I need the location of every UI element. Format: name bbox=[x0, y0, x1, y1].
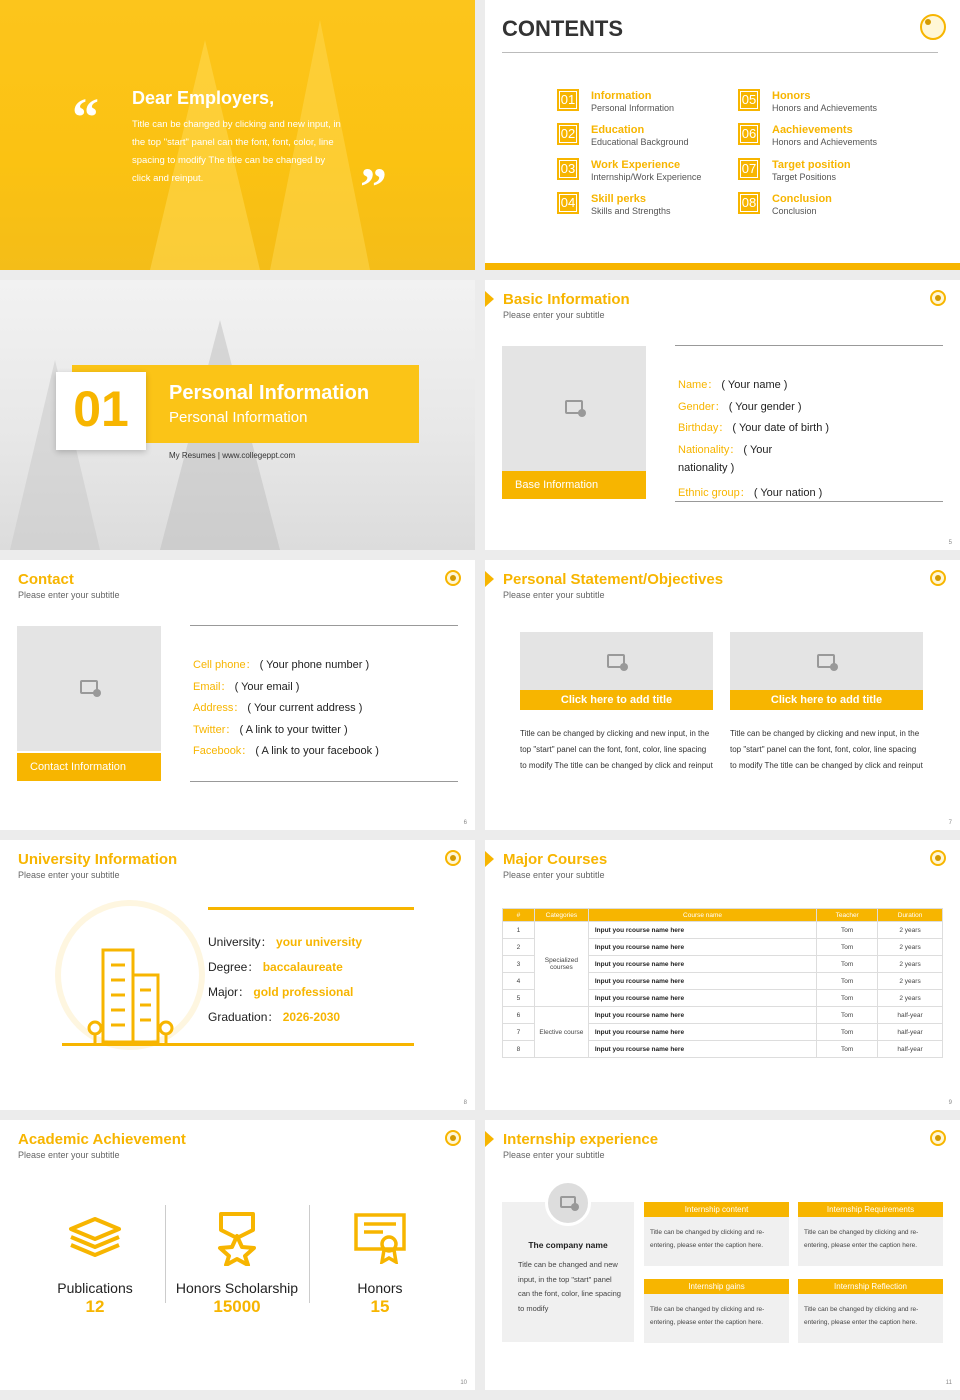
table-header-row bbox=[503, 909, 943, 922]
slide-subtitle: Please enter your subtitle bbox=[18, 870, 120, 880]
table-cell: 8 bbox=[503, 1041, 535, 1058]
divider bbox=[208, 907, 414, 910]
slide-title: Major Courses bbox=[503, 851, 608, 868]
box-text: Title can be changed by clicking and re-entering, please enter the caption here. bbox=[804, 1229, 919, 1249]
slide-contact[interactable] bbox=[0, 560, 475, 830]
info-label: University： bbox=[208, 935, 273, 949]
contents-item-title[interactable]: Skill perks bbox=[591, 193, 647, 205]
info-row bbox=[208, 958, 343, 975]
info-label: Nationality： bbox=[678, 443, 741, 456]
section-footer: My Resumes | www.collegeppt.com bbox=[169, 451, 296, 460]
university-seal-icon bbox=[930, 570, 946, 586]
contents-item-subtitle: Honors and Achievements bbox=[772, 137, 878, 147]
university-seal-icon bbox=[930, 1130, 946, 1146]
info-row bbox=[678, 398, 802, 414]
contents-number: 07 bbox=[738, 158, 760, 180]
university-seal-icon bbox=[930, 850, 946, 866]
table-cell: Input you rcourse name here bbox=[588, 956, 816, 973]
courses-table bbox=[502, 908, 943, 1058]
image-icon bbox=[80, 680, 98, 694]
achievement-value: 15000 bbox=[213, 1297, 261, 1316]
info-value[interactable]: ( Your current address ) bbox=[247, 702, 363, 715]
info-label: Twitter： bbox=[193, 723, 237, 736]
info-value[interactable]: your university bbox=[276, 935, 363, 949]
info-value[interactable]: nationality ) bbox=[678, 462, 735, 475]
box-header: Internship Reflection bbox=[798, 1279, 943, 1294]
card-text: Title can be changed by clicking and new input, in the top "start" panel can the font, font, color, line spacing to modify The title can be changed by click and reinput bbox=[730, 729, 923, 770]
box-header: Internship Requirements bbox=[798, 1202, 943, 1217]
photo-placeholder[interactable] bbox=[502, 346, 646, 471]
image-icon bbox=[560, 1196, 576, 1208]
internship-box bbox=[644, 1202, 789, 1266]
box-header: Internship gains bbox=[644, 1279, 789, 1294]
info-row bbox=[678, 419, 829, 435]
university-seal-icon bbox=[920, 14, 946, 40]
contents-item-subtitle: Educational Background bbox=[591, 137, 689, 147]
contents-item-subtitle: Personal Information bbox=[591, 103, 675, 113]
info-label: Address： bbox=[193, 702, 245, 715]
table-cell: Input you rcourse name here bbox=[588, 1041, 816, 1058]
table-cell: Tom bbox=[817, 939, 878, 956]
table-cell: Tom bbox=[817, 956, 878, 973]
table-cell: Input you rcourse name here bbox=[588, 990, 816, 1007]
image-placeholder[interactable] bbox=[730, 632, 923, 690]
achievement-value: 15 bbox=[370, 1297, 390, 1316]
info-row bbox=[678, 462, 734, 474]
internship-box bbox=[798, 1279, 943, 1343]
photo-caption-bar: Contact Information bbox=[17, 753, 161, 781]
achievement-label: Honors bbox=[357, 1280, 403, 1296]
table-cell: 5 bbox=[503, 990, 535, 1007]
slide-subtitle: Please enter your subtitle bbox=[503, 1150, 605, 1160]
company-text: Title can be changed and new input, in the top "start" panel can the font, color, line spacing to modify bbox=[518, 1260, 621, 1313]
info-value[interactable]: gold professional bbox=[253, 985, 354, 999]
photo-caption-bar: Base Information bbox=[502, 471, 646, 499]
quote-open-icon: “ bbox=[72, 87, 99, 147]
building-icon bbox=[58, 935, 188, 1050]
info-value[interactable]: ( Your nation ) bbox=[753, 487, 823, 499]
contents-item-title[interactable]: Aachievements bbox=[772, 124, 853, 136]
table-cell: Input you rcourse name here bbox=[588, 922, 816, 939]
slide-subtitle: Please enter your subtitle bbox=[18, 590, 120, 600]
university-seal-icon bbox=[445, 850, 461, 866]
slide-basic-information[interactable] bbox=[485, 280, 960, 550]
section-number: 01 bbox=[73, 381, 129, 437]
box-text: Title can be changed by clicking and re-entering, please enter the caption here. bbox=[650, 1306, 765, 1326]
table-cell: 2 bbox=[503, 939, 535, 956]
achievement-value: 12 bbox=[85, 1297, 105, 1316]
card-title-bar[interactable]: Click here to add title bbox=[730, 690, 923, 710]
box-header: Internship content bbox=[644, 1202, 789, 1217]
medal-icon bbox=[215, 1210, 259, 1266]
slide-subtitle: Please enter your subtitle bbox=[503, 870, 605, 880]
table-cell: 6 bbox=[503, 1007, 535, 1024]
info-value[interactable]: ( Your bbox=[743, 443, 773, 456]
slide-cover[interactable] bbox=[0, 0, 475, 270]
table-cell: 3 bbox=[503, 956, 535, 973]
table-cell: Tom bbox=[817, 1007, 878, 1024]
internship-box bbox=[644, 1279, 789, 1343]
university-seal-icon bbox=[445, 570, 461, 586]
info-value[interactable]: ( A link to your facebook ) bbox=[255, 745, 379, 758]
title-arrow-icon bbox=[485, 1131, 494, 1147]
table-cell: Tom bbox=[817, 922, 878, 939]
contents-item-title[interactable]: Work Experience bbox=[591, 159, 681, 171]
contents-number: 01 bbox=[557, 89, 579, 111]
achievement-label: Publications bbox=[57, 1280, 133, 1296]
info-row bbox=[193, 656, 369, 672]
photo-placeholder[interactable] bbox=[17, 626, 161, 751]
section-title: Personal Information bbox=[169, 382, 370, 404]
university-seal-icon bbox=[930, 290, 946, 306]
info-row bbox=[193, 678, 299, 694]
table-row[interactable] bbox=[503, 1007, 943, 1024]
header-cell: # bbox=[503, 909, 535, 922]
table-cell: Elective course bbox=[534, 1007, 588, 1058]
info-row bbox=[208, 983, 353, 1000]
table-cell: Tom bbox=[817, 1041, 878, 1058]
info-value[interactable]: ( Your phone number ) bbox=[259, 659, 370, 671]
table-cell: 4 bbox=[503, 973, 535, 990]
page-number: 5 bbox=[948, 540, 952, 546]
info-value[interactable]: ( Your email ) bbox=[234, 680, 300, 693]
contents-number: 05 bbox=[738, 89, 760, 111]
image-placeholder[interactable] bbox=[520, 632, 713, 690]
table-cell: Input you rcourse name here bbox=[588, 1024, 816, 1041]
slide-subtitle: Please enter your subtitle bbox=[18, 1150, 120, 1160]
table-cell: 2 years bbox=[878, 973, 943, 990]
divider bbox=[190, 781, 458, 782]
table-cell: Specialized courses bbox=[534, 922, 588, 1007]
box-text: Title can be changed by clicking and re-entering, please enter the caption here. bbox=[804, 1306, 919, 1326]
slide-title: University Information bbox=[18, 851, 178, 868]
table-cell: 2 years bbox=[878, 939, 943, 956]
info-label: Cell phone： bbox=[193, 659, 257, 671]
info-label: Email： bbox=[193, 680, 232, 693]
info-label: Major： bbox=[208, 985, 251, 999]
table-cell: Input you rcourse name here bbox=[588, 973, 816, 990]
table-cell: 2 years bbox=[878, 990, 943, 1007]
divider bbox=[502, 52, 938, 53]
page-number: 11 bbox=[945, 1380, 952, 1386]
slide-subtitle: Please enter your subtitle bbox=[503, 590, 605, 600]
info-row bbox=[208, 1008, 340, 1025]
image-icon bbox=[817, 654, 835, 668]
header-cell: Course name bbox=[588, 909, 816, 922]
contents-item-subtitle: Conclusion bbox=[772, 206, 817, 216]
table-cell: Tom bbox=[817, 1024, 878, 1041]
contents-item-title[interactable]: Conclusion bbox=[772, 193, 832, 205]
university-seal-icon bbox=[445, 1130, 461, 1146]
info-label: Birthday： bbox=[678, 422, 730, 435]
page-number: 7 bbox=[948, 820, 952, 826]
title-arrow-icon bbox=[485, 851, 494, 867]
page-number: 8 bbox=[463, 1100, 467, 1106]
info-row bbox=[193, 699, 362, 715]
contents-number: 06 bbox=[738, 123, 760, 145]
table-row[interactable] bbox=[503, 922, 943, 939]
info-label: Facebook： bbox=[193, 745, 253, 758]
certificate-icon bbox=[353, 1212, 407, 1264]
slide-major-courses[interactable] bbox=[485, 840, 960, 1110]
contents-item-subtitle: Skills and Strengths bbox=[591, 206, 671, 216]
contents-title: CONTENTS bbox=[502, 16, 623, 41]
cover-body: Title can be changed by clicking and new input, in the top "start" panel can the font, font, color, line spacing to modify The title can be changed by click and reinput. bbox=[132, 119, 341, 184]
books-icon bbox=[67, 1215, 123, 1261]
image-icon bbox=[607, 654, 625, 668]
slide-title: Internship experience bbox=[503, 1131, 659, 1148]
table-cell: Input you rcourse name here bbox=[588, 939, 816, 956]
contents-number: 02 bbox=[557, 123, 579, 145]
info-value[interactable]: ( A link to your twitter ) bbox=[239, 723, 348, 736]
greeting: Dear Employers, bbox=[132, 88, 275, 108]
slide-title: Personal Statement/Objectives bbox=[503, 571, 724, 588]
slide-title: Basic Information bbox=[503, 291, 630, 308]
info-row bbox=[678, 441, 772, 457]
table-cell: Tom bbox=[817, 973, 878, 990]
card-text: Title can be changed by clicking and new input, in the top "start" panel can the font, font, color, line spacing to modify The title can be changed by click and reinput bbox=[520, 729, 713, 770]
title-arrow-icon bbox=[485, 291, 494, 307]
divider bbox=[62, 1043, 414, 1046]
header-cell: Duration bbox=[878, 909, 943, 922]
table-cell: 1 bbox=[503, 922, 535, 939]
page-number: 9 bbox=[948, 1100, 952, 1106]
table-cell: Input you rcourse name here bbox=[588, 1007, 816, 1024]
divider bbox=[165, 1205, 166, 1303]
table-cell: Tom bbox=[817, 990, 878, 1007]
info-row bbox=[208, 933, 362, 950]
slide-contents[interactable] bbox=[485, 0, 960, 270]
contents-item-title[interactable]: Education bbox=[591, 124, 645, 136]
contents-item-title[interactable]: Honors bbox=[772, 90, 811, 102]
contents-item-subtitle: Internship/Work Experience bbox=[591, 172, 702, 182]
contents-number: 08 bbox=[738, 192, 760, 214]
page-number: 10 bbox=[460, 1380, 467, 1386]
divider bbox=[675, 501, 943, 502]
info-label: Graduation： bbox=[208, 1010, 280, 1024]
section-subtitle: Personal Information bbox=[169, 409, 308, 426]
quote-close-icon: ” bbox=[360, 157, 387, 217]
table-cell: 2 years bbox=[878, 956, 943, 973]
slide-personal-statement[interactable] bbox=[485, 560, 960, 830]
divider bbox=[190, 625, 458, 626]
slide-title: Contact bbox=[18, 571, 74, 588]
table-cell: half-year bbox=[878, 1041, 943, 1058]
box-text: Title can be changed by clicking and re-entering, please enter the caption here. bbox=[650, 1229, 765, 1249]
info-row bbox=[678, 376, 787, 392]
title-arrow-icon bbox=[485, 571, 494, 587]
slide-academic-achievement[interactable] bbox=[0, 1120, 475, 1390]
slide-section-divider[interactable] bbox=[0, 280, 475, 550]
bottom-bar bbox=[485, 263, 960, 270]
table-cell: 2 years bbox=[878, 922, 943, 939]
table-cell: 7 bbox=[503, 1024, 535, 1041]
slide-title: Academic Achievement bbox=[18, 1131, 186, 1148]
info-value[interactable]: ( Your date of birth ) bbox=[732, 422, 830, 435]
info-value[interactable]: ( Your name ) bbox=[721, 379, 788, 391]
contents-number: 04 bbox=[557, 192, 579, 214]
company-logo-placeholder[interactable] bbox=[545, 1180, 591, 1226]
contents-number: 03 bbox=[557, 158, 579, 180]
image-icon bbox=[565, 400, 583, 414]
slide-university-information[interactable] bbox=[0, 840, 475, 1110]
table-cell: half-year bbox=[878, 1007, 943, 1024]
achievement-label: Honors Scholarship bbox=[175, 1280, 299, 1296]
company-name: The company name bbox=[528, 1240, 608, 1250]
info-value[interactable]: ( Your gender ) bbox=[728, 400, 802, 413]
info-label: Gender： bbox=[678, 400, 726, 413]
card-title-bar[interactable]: Click here to add title bbox=[520, 690, 713, 710]
info-value[interactable]: baccalaureate bbox=[262, 960, 343, 974]
table-cell: half-year bbox=[878, 1024, 943, 1041]
info-row bbox=[193, 721, 348, 737]
slide-subtitle: Please enter your subtitle bbox=[503, 310, 605, 320]
info-label: Degree： bbox=[208, 960, 260, 974]
contents-item-subtitle: Target Positions bbox=[772, 172, 837, 182]
contents-item-subtitle: Honors and Achievements bbox=[772, 103, 878, 113]
contents-item-title[interactable]: Information bbox=[591, 90, 652, 102]
info-row bbox=[678, 484, 822, 500]
info-value[interactable]: 2026-2030 bbox=[282, 1010, 341, 1024]
header-cell: Categories bbox=[534, 909, 588, 922]
contents-item-title[interactable]: Target position bbox=[772, 159, 851, 171]
info-label: Name： bbox=[678, 379, 719, 391]
info-row bbox=[193, 742, 379, 758]
info-label: Ethnic group： bbox=[678, 487, 751, 499]
slide-internship-experience[interactable] bbox=[485, 1120, 960, 1390]
divider bbox=[675, 345, 943, 346]
header-cell: Teacher bbox=[817, 909, 878, 922]
page-number: 6 bbox=[463, 820, 467, 826]
internship-box bbox=[798, 1202, 943, 1266]
